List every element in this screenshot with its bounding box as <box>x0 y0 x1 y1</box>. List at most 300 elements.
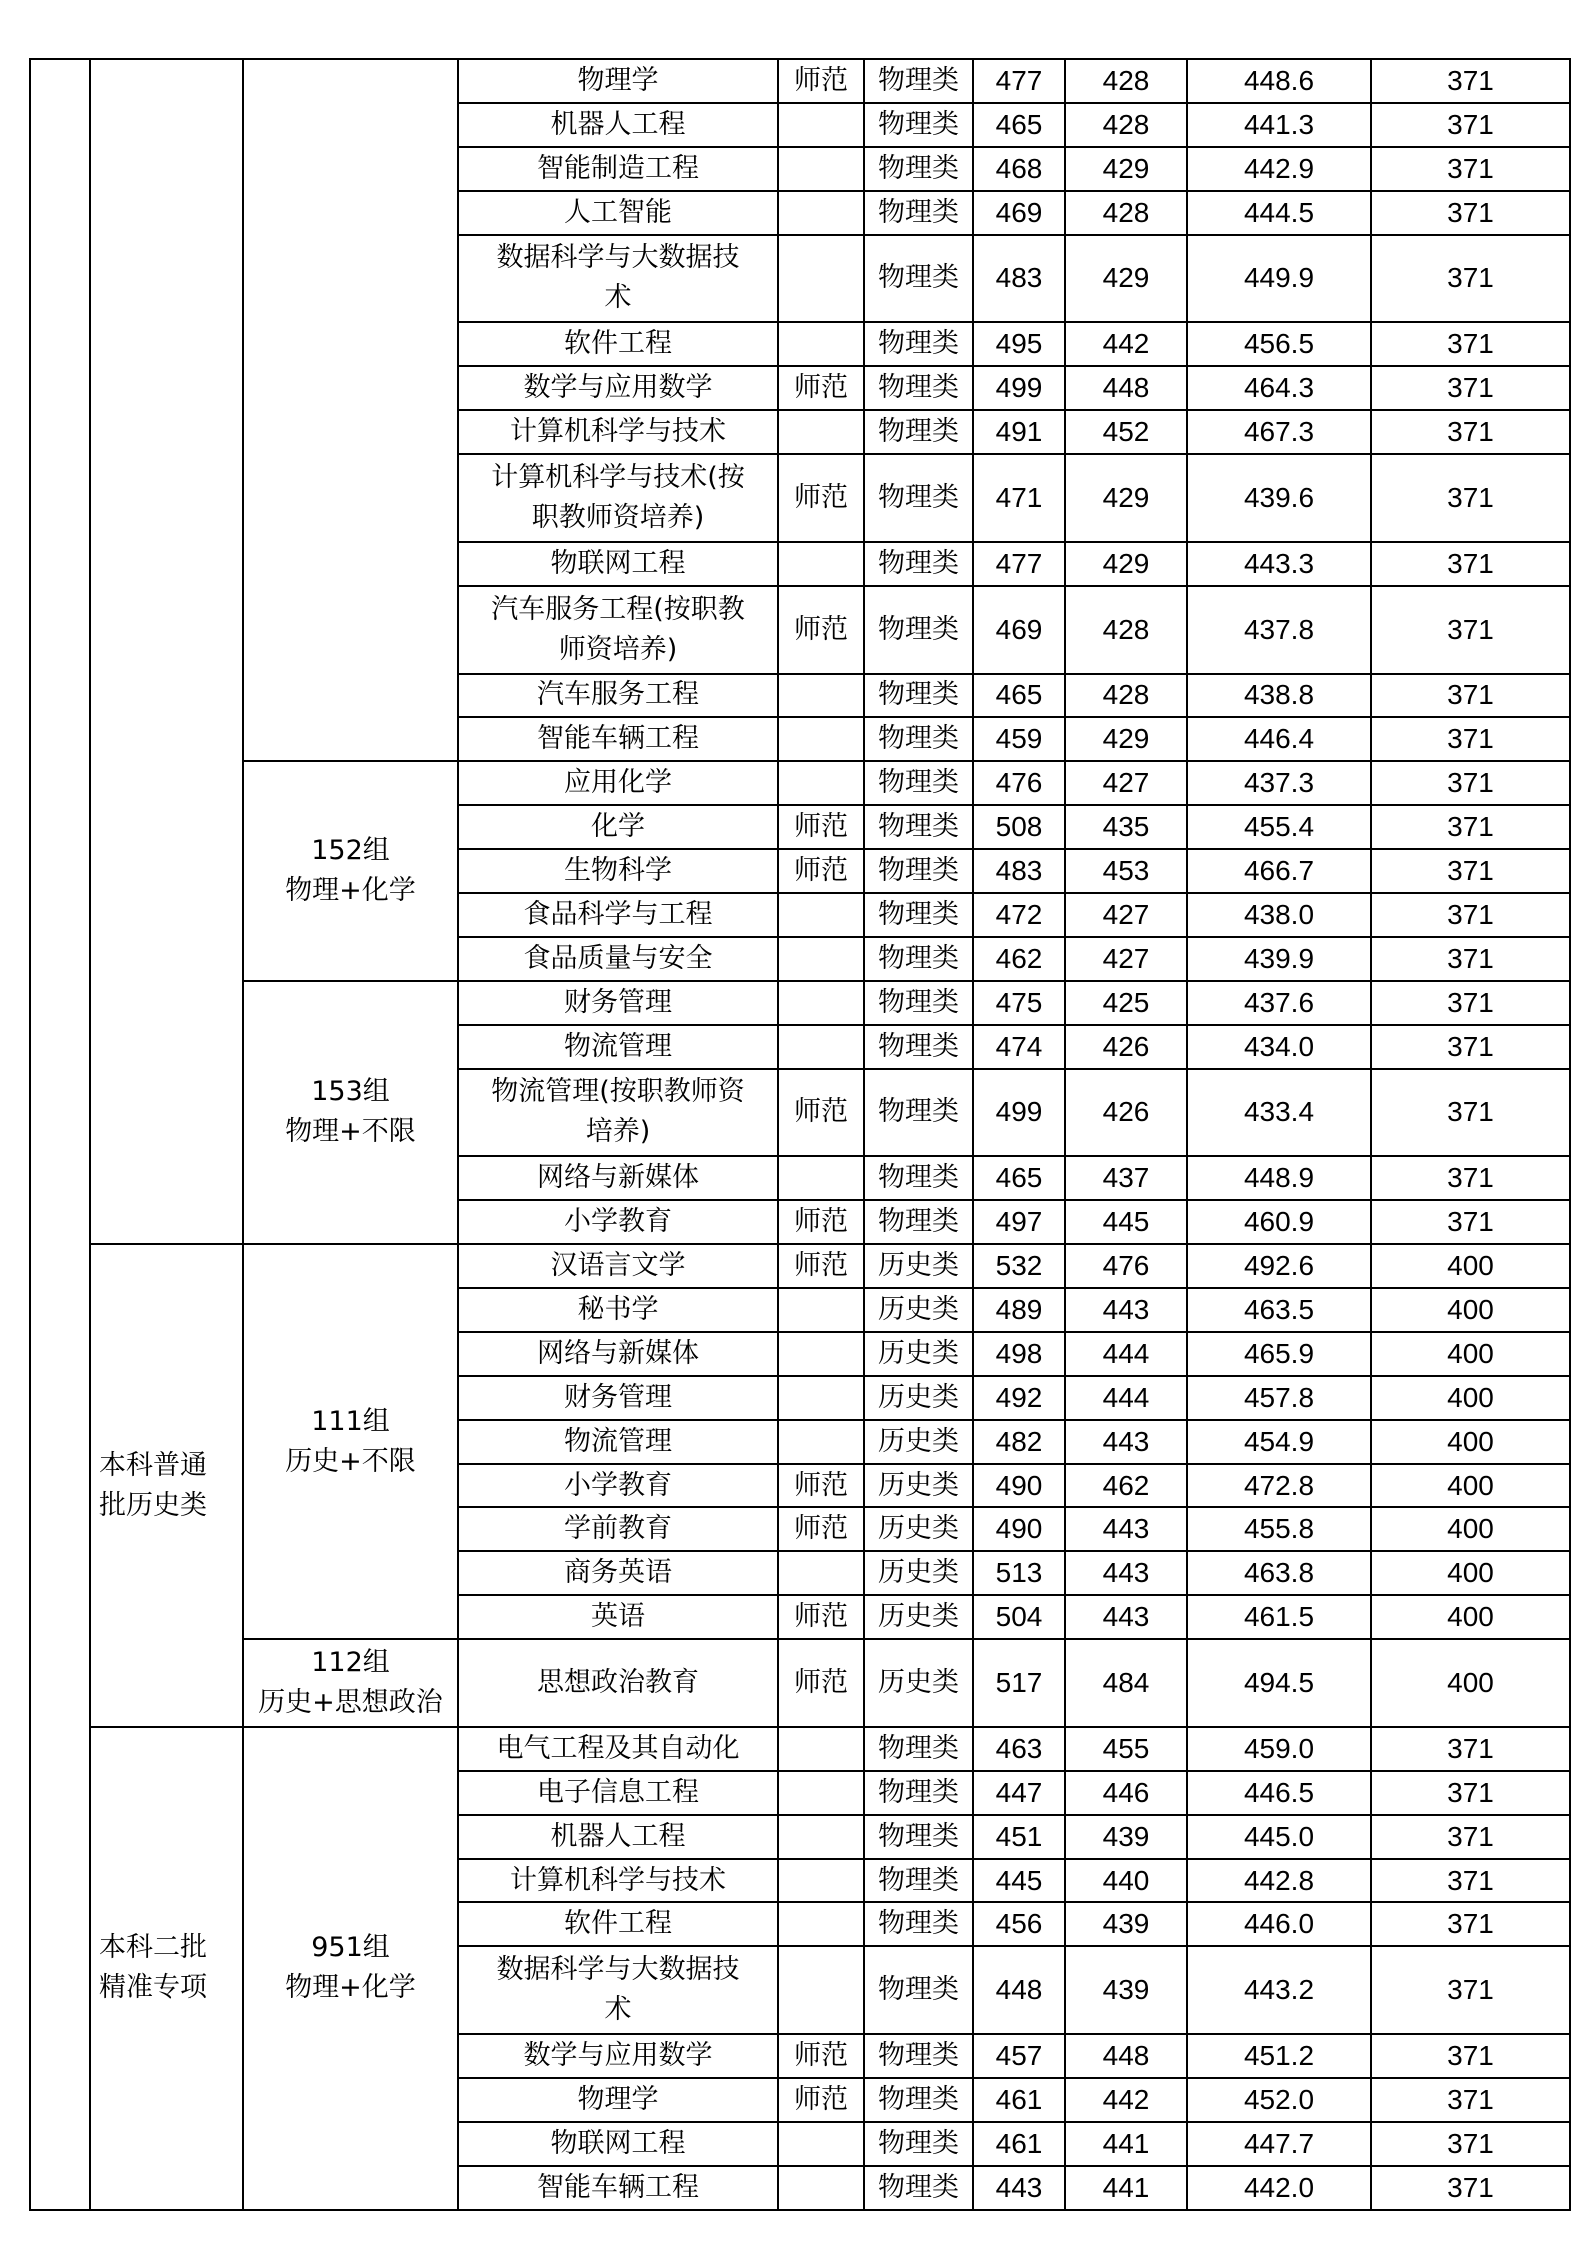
category-cell: 历史类 <box>864 1288 973 1332</box>
max-score-cell: 499 <box>973 1069 1065 1157</box>
avg-score-cell: 443.3 <box>1187 542 1371 586</box>
table-row <box>30 1727 1570 1771</box>
avg-score-cell: 466.7 <box>1187 849 1371 893</box>
avg-score-cell: 439.6 <box>1187 454 1371 542</box>
major-cell: 数据科学与大数据技 术 <box>458 1946 778 2034</box>
category-cell: 物理类 <box>864 2078 973 2122</box>
type-cell <box>778 1771 864 1815</box>
avg-score-cell: 448.9 <box>1187 1156 1371 1200</box>
avg-score-cell: 437.3 <box>1187 761 1371 805</box>
batch-line-cell: 371 <box>1371 235 1570 323</box>
avg-score-cell: 494.5 <box>1187 1639 1371 1727</box>
batch-line-cell: 371 <box>1371 1902 1570 1946</box>
max-score-cell: 477 <box>973 542 1065 586</box>
major-cell: 食品质量与安全 <box>458 937 778 981</box>
batch-line-cell: 371 <box>1371 410 1570 454</box>
category-cell: 物理类 <box>864 1771 973 1815</box>
major-cell: 软件工程 <box>458 1902 778 1946</box>
category-cell: 物理类 <box>864 717 973 761</box>
table-row <box>30 1244 1570 1288</box>
avg-score-cell: 452.0 <box>1187 2078 1371 2122</box>
batch-line-cell: 371 <box>1371 1946 1570 2034</box>
type-cell <box>778 235 864 323</box>
type-cell: 师范 <box>778 454 864 542</box>
category-cell: 物理类 <box>864 2166 973 2210</box>
major-cell: 人工智能 <box>458 191 778 235</box>
type-cell <box>778 1946 864 2034</box>
min-score-cell: 428 <box>1065 103 1187 147</box>
avg-score-cell: 438.8 <box>1187 674 1371 718</box>
type-cell: 师范 <box>778 586 864 674</box>
batch-line-cell: 371 <box>1371 103 1570 147</box>
major-cell: 小学教育 <box>458 1200 778 1244</box>
group-cell: 112组 历史+思想政治 <box>243 1639 458 1727</box>
min-score-cell: 453 <box>1065 849 1187 893</box>
avg-score-cell: 461.5 <box>1187 1595 1371 1639</box>
category-cell: 物理类 <box>864 1727 973 1771</box>
avg-score-cell: 463.8 <box>1187 1551 1371 1595</box>
avg-score-cell: 449.9 <box>1187 235 1371 323</box>
category-cell: 物理类 <box>864 59 973 103</box>
batch-line-cell: 371 <box>1371 761 1570 805</box>
max-score-cell: 474 <box>973 1025 1065 1069</box>
category-cell: 物理类 <box>864 761 973 805</box>
category-cell: 物理类 <box>864 191 973 235</box>
major-cell: 商务英语 <box>458 1551 778 1595</box>
max-score-cell: 492 <box>973 1376 1065 1420</box>
min-score-cell: 442 <box>1065 2078 1187 2122</box>
batch-line-cell: 371 <box>1371 2122 1570 2166</box>
max-score-cell: 469 <box>973 191 1065 235</box>
major-cell: 软件工程 <box>458 322 778 366</box>
type-cell <box>778 1727 864 1771</box>
max-score-cell: 468 <box>973 147 1065 191</box>
table-row <box>30 1639 1570 1727</box>
category-cell: 历史类 <box>864 1376 973 1420</box>
avg-score-cell: 445.0 <box>1187 1815 1371 1859</box>
batch-line-cell: 371 <box>1371 2166 1570 2210</box>
type-cell <box>778 410 864 454</box>
max-score-cell: 499 <box>973 366 1065 410</box>
type-cell: 师范 <box>778 1200 864 1244</box>
category-cell: 历史类 <box>864 1639 973 1727</box>
category-cell: 物理类 <box>864 1902 973 1946</box>
min-score-cell: 445 <box>1065 1200 1187 1244</box>
avg-score-cell: 463.5 <box>1187 1288 1371 1332</box>
group-cell <box>243 59 458 761</box>
major-cell: 智能制造工程 <box>458 147 778 191</box>
max-score-cell: 490 <box>973 1507 1065 1551</box>
avg-score-cell: 442.9 <box>1187 147 1371 191</box>
type-cell: 师范 <box>778 849 864 893</box>
max-score-cell: 513 <box>973 1551 1065 1595</box>
major-cell: 小学教育 <box>458 1464 778 1508</box>
batch-line-cell: 371 <box>1371 1771 1570 1815</box>
avg-score-cell: 456.5 <box>1187 322 1371 366</box>
min-score-cell: 435 <box>1065 805 1187 849</box>
category-cell: 物理类 <box>864 1069 973 1157</box>
batch-line-cell: 400 <box>1371 1244 1570 1288</box>
category-cell: 物理类 <box>864 410 973 454</box>
min-score-cell: 484 <box>1065 1639 1187 1727</box>
category-cell: 物理类 <box>864 1815 973 1859</box>
type-cell <box>778 1376 864 1420</box>
batch-line-cell: 400 <box>1371 1639 1570 1727</box>
group-cell: 111组 历史+不限 <box>243 1244 458 1639</box>
avg-score-cell: 457.8 <box>1187 1376 1371 1420</box>
category-cell: 历史类 <box>864 1551 973 1595</box>
major-cell: 汉语言文学 <box>458 1244 778 1288</box>
batch-line-cell: 371 <box>1371 147 1570 191</box>
major-cell: 数学与应用数学 <box>458 2034 778 2078</box>
min-score-cell: 452 <box>1065 410 1187 454</box>
type-cell <box>778 1815 864 1859</box>
avg-score-cell: 433.4 <box>1187 1069 1371 1157</box>
major-cell: 物联网工程 <box>458 542 778 586</box>
major-cell: 食品科学与工程 <box>458 893 778 937</box>
min-score-cell: 441 <box>1065 2166 1187 2210</box>
max-score-cell: 465 <box>973 674 1065 718</box>
major-cell: 思想政治教育 <box>458 1639 778 1727</box>
min-score-cell: 427 <box>1065 761 1187 805</box>
batch-cell: 本科二批 精准专项 <box>90 1727 243 2210</box>
type-cell <box>778 674 864 718</box>
batch-line-cell: 371 <box>1371 849 1570 893</box>
avg-score-cell: 460.9 <box>1187 1200 1371 1244</box>
max-score-cell: 465 <box>973 1156 1065 1200</box>
batch-line-cell: 371 <box>1371 1200 1570 1244</box>
avg-score-cell: 455.4 <box>1187 805 1371 849</box>
major-cell: 计算机科学与技术 <box>458 410 778 454</box>
batch-line-cell: 371 <box>1371 366 1570 410</box>
admission-score-table <box>29 58 1571 2211</box>
avg-score-cell: 441.3 <box>1187 103 1371 147</box>
avg-score-cell: 448.6 <box>1187 59 1371 103</box>
min-score-cell: 444 <box>1065 1376 1187 1420</box>
type-cell <box>778 1859 864 1903</box>
type-cell <box>778 1288 864 1332</box>
major-cell: 机器人工程 <box>458 103 778 147</box>
batch-line-cell: 371 <box>1371 2078 1570 2122</box>
batch-line-cell: 400 <box>1371 1376 1570 1420</box>
type-cell <box>778 1902 864 1946</box>
max-score-cell: 471 <box>973 454 1065 542</box>
major-cell: 化学 <box>458 805 778 849</box>
avg-score-cell: 439.9 <box>1187 937 1371 981</box>
batch-line-cell: 371 <box>1371 59 1570 103</box>
max-score-cell: 462 <box>973 937 1065 981</box>
major-cell: 网络与新媒体 <box>458 1156 778 1200</box>
major-cell: 英语 <box>458 1595 778 1639</box>
type-cell <box>778 322 864 366</box>
min-score-cell: 427 <box>1065 893 1187 937</box>
category-cell: 物理类 <box>864 805 973 849</box>
batch-line-cell: 371 <box>1371 1069 1570 1157</box>
avg-score-cell: 465.9 <box>1187 1332 1371 1376</box>
type-cell: 师范 <box>778 1464 864 1508</box>
avg-score-cell: 446.0 <box>1187 1902 1371 1946</box>
category-cell: 物理类 <box>864 147 973 191</box>
max-score-cell: 451 <box>973 1815 1065 1859</box>
batch-cell: 本科普通 批历史类 <box>90 1244 243 1727</box>
batch-line-cell: 400 <box>1371 1595 1570 1639</box>
min-score-cell: 443 <box>1065 1595 1187 1639</box>
min-score-cell: 437 <box>1065 1156 1187 1200</box>
category-cell: 物理类 <box>864 1859 973 1903</box>
category-cell: 历史类 <box>864 1507 973 1551</box>
batch-line-cell: 371 <box>1371 1025 1570 1069</box>
category-cell: 物理类 <box>864 893 973 937</box>
max-score-cell: 463 <box>973 1727 1065 1771</box>
major-cell: 电子信息工程 <box>458 1771 778 1815</box>
category-cell: 历史类 <box>864 1595 973 1639</box>
min-score-cell: 462 <box>1065 1464 1187 1508</box>
category-cell: 物理类 <box>864 1156 973 1200</box>
max-score-cell: 456 <box>973 1902 1065 1946</box>
category-cell: 物理类 <box>864 1200 973 1244</box>
type-cell <box>778 2166 864 2210</box>
category-cell: 物理类 <box>864 2034 973 2078</box>
avg-score-cell: 472.8 <box>1187 1464 1371 1508</box>
category-cell: 物理类 <box>864 366 973 410</box>
batch-line-cell: 371 <box>1371 1156 1570 1200</box>
min-score-cell: 429 <box>1065 717 1187 761</box>
max-score-cell: 465 <box>973 103 1065 147</box>
avg-score-cell: 454.9 <box>1187 1420 1371 1464</box>
min-score-cell: 440 <box>1065 1859 1187 1903</box>
table-body <box>30 59 1570 2210</box>
max-score-cell: 475 <box>973 981 1065 1025</box>
category-cell: 物理类 <box>864 542 973 586</box>
max-score-cell: 482 <box>973 1420 1065 1464</box>
group-cell: 153组 物理+不限 <box>243 981 458 1244</box>
major-cell: 计算机科学与技术 <box>458 1859 778 1903</box>
max-score-cell: 517 <box>973 1639 1065 1727</box>
min-score-cell: 446 <box>1065 1771 1187 1815</box>
type-cell <box>778 937 864 981</box>
major-cell: 物流管理 <box>458 1025 778 1069</box>
max-score-cell: 461 <box>973 2078 1065 2122</box>
type-cell: 师范 <box>778 805 864 849</box>
max-score-cell: 476 <box>973 761 1065 805</box>
max-score-cell: 504 <box>973 1595 1065 1639</box>
min-score-cell: 429 <box>1065 235 1187 323</box>
major-cell: 物理学 <box>458 2078 778 2122</box>
max-score-cell: 532 <box>973 1244 1065 1288</box>
type-cell: 师范 <box>778 1244 864 1288</box>
batch-line-cell: 400 <box>1371 1420 1570 1464</box>
max-score-cell: 508 <box>973 805 1065 849</box>
major-cell: 网络与新媒体 <box>458 1332 778 1376</box>
category-cell: 物理类 <box>864 1025 973 1069</box>
avg-score-cell: 443.2 <box>1187 1946 1371 2034</box>
type-cell <box>778 1025 864 1069</box>
major-cell: 汽车服务工程 <box>458 674 778 718</box>
avg-score-cell: 455.8 <box>1187 1507 1371 1551</box>
min-score-cell: 425 <box>1065 981 1187 1025</box>
max-score-cell: 477 <box>973 59 1065 103</box>
min-score-cell: 439 <box>1065 1902 1187 1946</box>
category-cell: 物理类 <box>864 674 973 718</box>
major-cell: 机器人工程 <box>458 1815 778 1859</box>
batch-cell <box>90 59 243 1244</box>
avg-score-cell: 492.6 <box>1187 1244 1371 1288</box>
major-cell: 财务管理 <box>458 1376 778 1420</box>
max-score-cell: 490 <box>973 1464 1065 1508</box>
avg-score-cell: 467.3 <box>1187 410 1371 454</box>
batch-line-cell: 371 <box>1371 674 1570 718</box>
avg-score-cell: 442.8 <box>1187 1859 1371 1903</box>
max-score-cell: 495 <box>973 322 1065 366</box>
batch-line-cell: 371 <box>1371 454 1570 542</box>
min-score-cell: 443 <box>1065 1507 1187 1551</box>
major-cell: 物流管理 <box>458 1420 778 1464</box>
table-row <box>30 981 1570 1025</box>
type-cell <box>778 761 864 805</box>
min-score-cell: 426 <box>1065 1025 1187 1069</box>
batch-line-cell: 400 <box>1371 1288 1570 1332</box>
max-score-cell: 459 <box>973 717 1065 761</box>
major-cell: 应用化学 <box>458 761 778 805</box>
avg-score-cell: 438.0 <box>1187 893 1371 937</box>
avg-score-cell: 434.0 <box>1187 1025 1371 1069</box>
type-cell <box>778 893 864 937</box>
min-score-cell: 428 <box>1065 59 1187 103</box>
max-score-cell: 461 <box>973 2122 1065 2166</box>
category-cell: 物理类 <box>864 2122 973 2166</box>
major-cell: 物流管理(按职教师资 培养) <box>458 1069 778 1157</box>
type-cell <box>778 1156 864 1200</box>
major-cell: 计算机科学与技术(按 职教师资培养) <box>458 454 778 542</box>
batch-line-cell: 400 <box>1371 1464 1570 1508</box>
type-cell <box>778 542 864 586</box>
major-cell: 生物科学 <box>458 849 778 893</box>
avg-score-cell: 459.0 <box>1187 1727 1371 1771</box>
major-cell: 财务管理 <box>458 981 778 1025</box>
min-score-cell: 455 <box>1065 1727 1187 1771</box>
table-row <box>30 59 1570 103</box>
category-cell: 历史类 <box>864 1464 973 1508</box>
category-cell: 物理类 <box>864 1946 973 2034</box>
batch-line-cell: 371 <box>1371 1859 1570 1903</box>
category-cell: 物理类 <box>864 937 973 981</box>
max-score-cell: 491 <box>973 410 1065 454</box>
batch-line-cell: 400 <box>1371 1332 1570 1376</box>
max-score-cell: 457 <box>973 2034 1065 2078</box>
batch-line-cell: 371 <box>1371 2034 1570 2078</box>
group-cell: 951组 物理+化学 <box>243 1727 458 2210</box>
batch-line-cell: 371 <box>1371 981 1570 1025</box>
avg-score-cell: 444.5 <box>1187 191 1371 235</box>
batch-line-cell: 371 <box>1371 586 1570 674</box>
category-cell: 历史类 <box>864 1332 973 1376</box>
avg-score-cell: 464.3 <box>1187 366 1371 410</box>
category-cell: 历史类 <box>864 1244 973 1288</box>
batch-line-cell: 400 <box>1371 1507 1570 1551</box>
min-score-cell: 429 <box>1065 147 1187 191</box>
type-cell <box>778 717 864 761</box>
major-cell: 电气工程及其自动化 <box>458 1727 778 1771</box>
batch-line-cell: 371 <box>1371 1727 1570 1771</box>
major-cell: 数学与应用数学 <box>458 366 778 410</box>
avg-score-cell: 446.5 <box>1187 1771 1371 1815</box>
min-score-cell: 428 <box>1065 191 1187 235</box>
max-score-cell: 497 <box>973 1200 1065 1244</box>
major-cell: 汽车服务工程(按职教 师资培养) <box>458 586 778 674</box>
type-cell <box>778 1551 864 1595</box>
avg-score-cell: 437.6 <box>1187 981 1371 1025</box>
major-cell: 物联网工程 <box>458 2122 778 2166</box>
batch-line-cell: 371 <box>1371 805 1570 849</box>
type-cell: 师范 <box>778 2034 864 2078</box>
max-score-cell: 472 <box>973 893 1065 937</box>
category-cell: 物理类 <box>864 322 973 366</box>
category-cell: 物理类 <box>864 235 973 323</box>
category-cell: 物理类 <box>864 849 973 893</box>
min-score-cell: 448 <box>1065 366 1187 410</box>
type-cell: 师范 <box>778 2078 864 2122</box>
max-score-cell: 489 <box>973 1288 1065 1332</box>
min-score-cell: 439 <box>1065 1815 1187 1859</box>
avg-score-cell: 437.8 <box>1187 586 1371 674</box>
category-cell: 物理类 <box>864 454 973 542</box>
min-score-cell: 443 <box>1065 1551 1187 1595</box>
type-cell: 师范 <box>778 59 864 103</box>
min-score-cell: 444 <box>1065 1332 1187 1376</box>
batch-line-cell: 400 <box>1371 1551 1570 1595</box>
max-score-cell: 483 <box>973 235 1065 323</box>
type-cell <box>778 1420 864 1464</box>
min-score-cell: 441 <box>1065 2122 1187 2166</box>
category-cell: 历史类 <box>864 1420 973 1464</box>
major-cell: 智能车辆工程 <box>458 717 778 761</box>
min-score-cell: 428 <box>1065 674 1187 718</box>
category-cell: 物理类 <box>864 586 973 674</box>
group-cell: 152组 物理+化学 <box>243 761 458 980</box>
min-score-cell: 427 <box>1065 937 1187 981</box>
index-column <box>30 59 90 2210</box>
min-score-cell: 443 <box>1065 1288 1187 1332</box>
major-cell: 秘书学 <box>458 1288 778 1332</box>
major-cell: 数据科学与大数据技 术 <box>458 235 778 323</box>
batch-line-cell: 371 <box>1371 1815 1570 1859</box>
type-cell <box>778 1332 864 1376</box>
category-cell: 物理类 <box>864 103 973 147</box>
type-cell <box>778 147 864 191</box>
table-row <box>30 761 1570 805</box>
major-cell: 物理学 <box>458 59 778 103</box>
avg-score-cell: 446.4 <box>1187 717 1371 761</box>
type-cell: 师范 <box>778 366 864 410</box>
min-score-cell: 439 <box>1065 1946 1187 2034</box>
avg-score-cell: 442.0 <box>1187 2166 1371 2210</box>
batch-line-cell: 371 <box>1371 717 1570 761</box>
avg-score-cell: 447.7 <box>1187 2122 1371 2166</box>
min-score-cell: 442 <box>1065 322 1187 366</box>
type-cell <box>778 981 864 1025</box>
batch-line-cell: 371 <box>1371 893 1570 937</box>
min-score-cell: 429 <box>1065 542 1187 586</box>
min-score-cell: 443 <box>1065 1420 1187 1464</box>
type-cell <box>778 191 864 235</box>
avg-score-cell: 451.2 <box>1187 2034 1371 2078</box>
batch-line-cell: 371 <box>1371 191 1570 235</box>
batch-line-cell: 371 <box>1371 937 1570 981</box>
min-score-cell: 426 <box>1065 1069 1187 1157</box>
type-cell: 师范 <box>778 1639 864 1727</box>
max-score-cell: 498 <box>973 1332 1065 1376</box>
max-score-cell: 443 <box>973 2166 1065 2210</box>
